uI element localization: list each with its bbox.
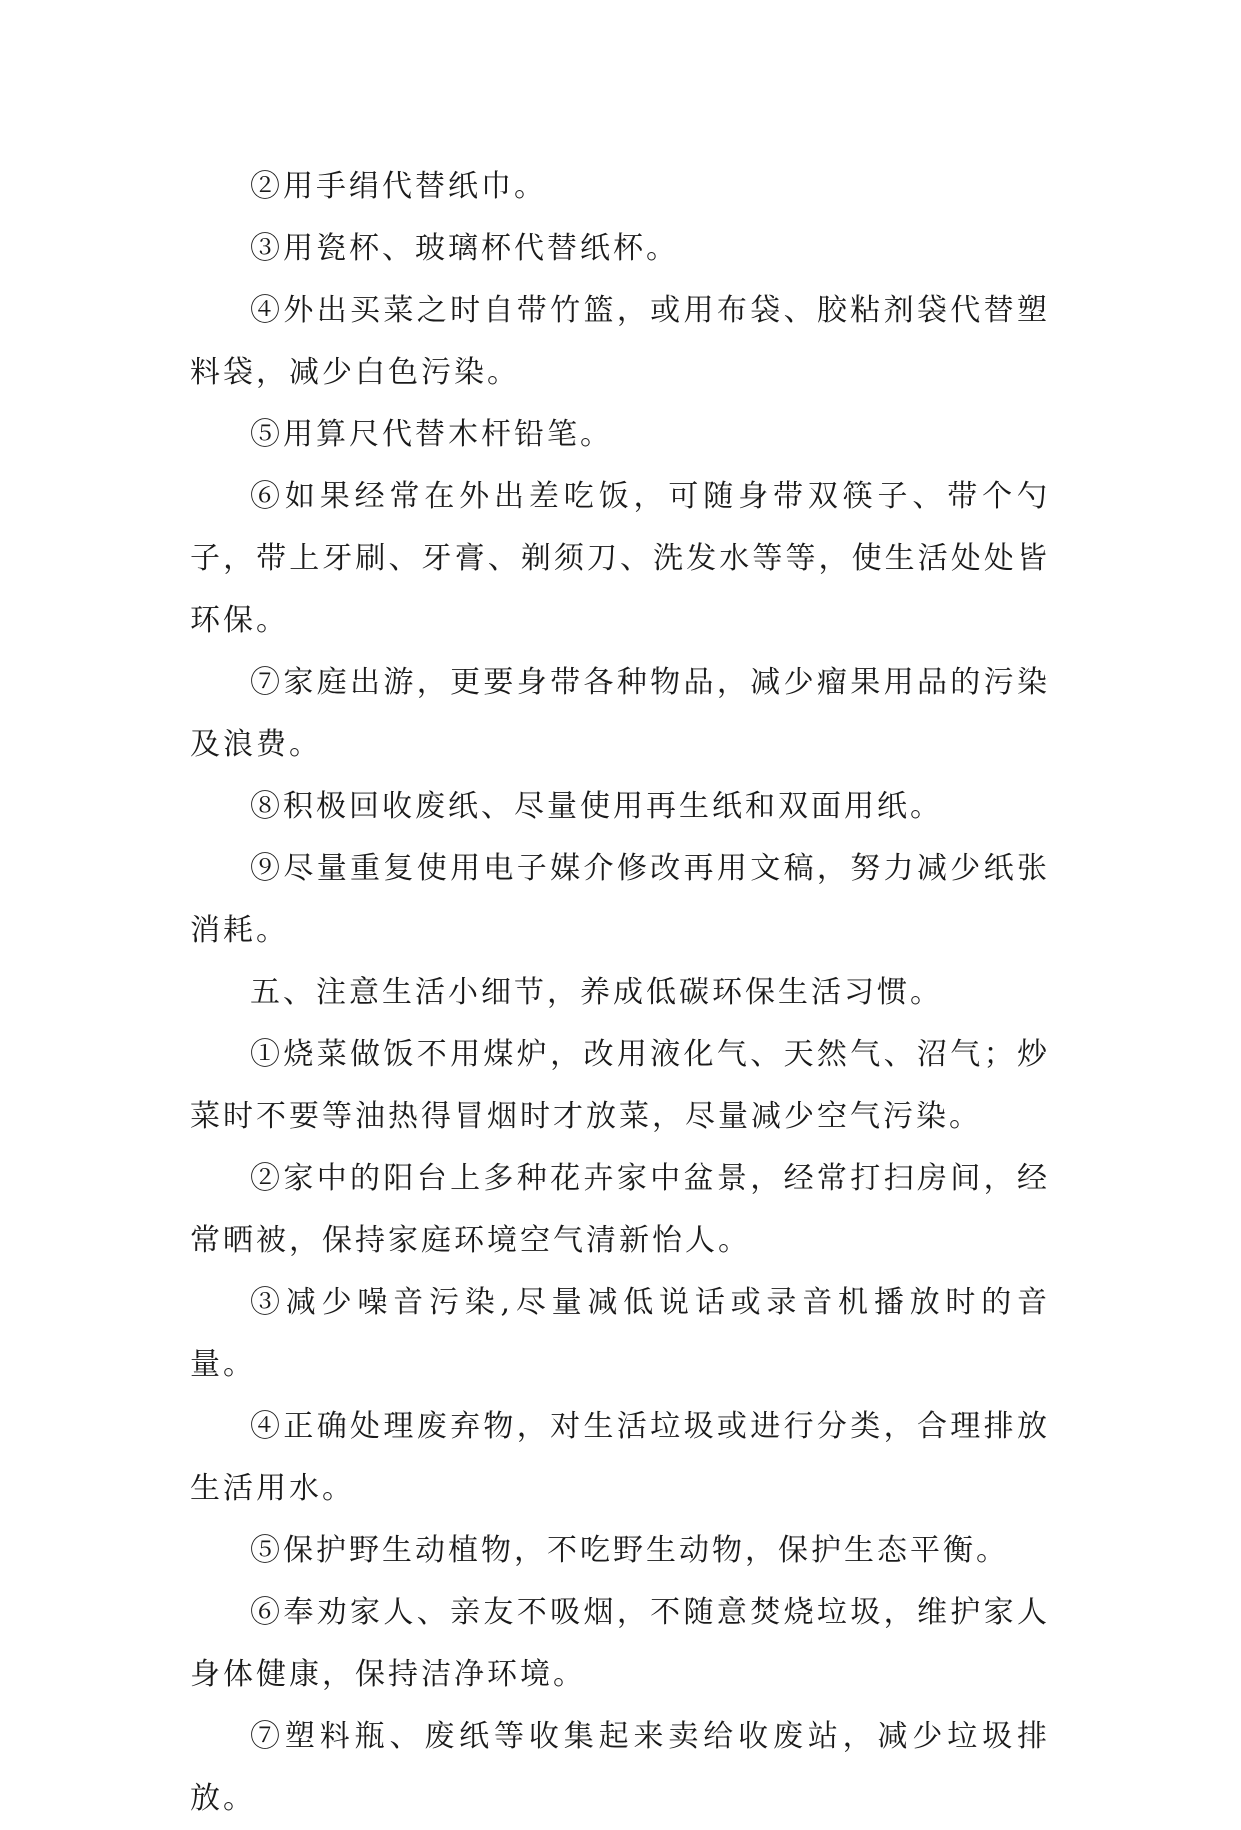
paragraph: ②家中的阳台上多种花卉家中盆景，经常打扫房间，经常晒被，保持家庭环境空气清新怡人。 <box>190 1161 1050 1258</box>
paragraph: ④正确处理废弃物，对生活垃圾或进行分类，合理排放生活用水。 <box>190 1409 1050 1506</box>
paragraph: ⑥奉劝家人、亲友不吸烟，不随意焚烧垃圾，维护家人身体健康，保持洁净环境。 <box>190 1595 1050 1692</box>
section-heading: 五、注意生活小细节，养成低碳环保生活习惯。 <box>250 975 943 1010</box>
paragraph: ⑥如果经常在外出差吃饭，可随身带双筷子、带个勺子，带上牙刷、牙膏、剃须刀、洗发水等等，使生活处处皆环保。 <box>190 479 1050 638</box>
paragraph: ⑤用算尺代替木杆铅笔。 <box>250 417 613 452</box>
paragraph: ④外出买菜之时自带竹篮，或用布袋、胶粘剂袋代替塑料袋，减少白色污染。 <box>190 293 1050 390</box>
document-body <box>190 156 1050 1830</box>
paragraph: ⑦家庭出游，更要身带各种物品，减少瘤果用品的污染及浪费。 <box>190 665 1050 762</box>
paragraph: ①烧菜做饭不用煤炉，改用液化气、天然气、沼气；炒菜时不要等油热得冒烟时才放菜，尽量减少空气污染。 <box>190 1037 1050 1134</box>
paragraph: ③减少噪音污染,尽量减低说话或录音机播放时的音量。 <box>190 1285 1050 1382</box>
paragraph: ⑨尽量重复使用电子媒介修改再用文稿，努力减少纸张消耗。 <box>190 851 1050 948</box>
paragraph: ⑦塑料瓶、废纸等收集起来卖给收废站，减少垃圾排放。 <box>190 1719 1050 1816</box>
paragraph: ③用瓷杯、玻璃杯代替纸杯。 <box>250 231 679 266</box>
paragraph: ⑤保护野生动植物，不吃野生动物，保护生态平衡。 <box>250 1533 1009 1568</box>
paragraph: ⑧积极回收废纸、尽量使用再生纸和双面用纸。 <box>250 789 943 824</box>
paragraph: ②用手绢代替纸巾。 <box>250 169 547 204</box>
